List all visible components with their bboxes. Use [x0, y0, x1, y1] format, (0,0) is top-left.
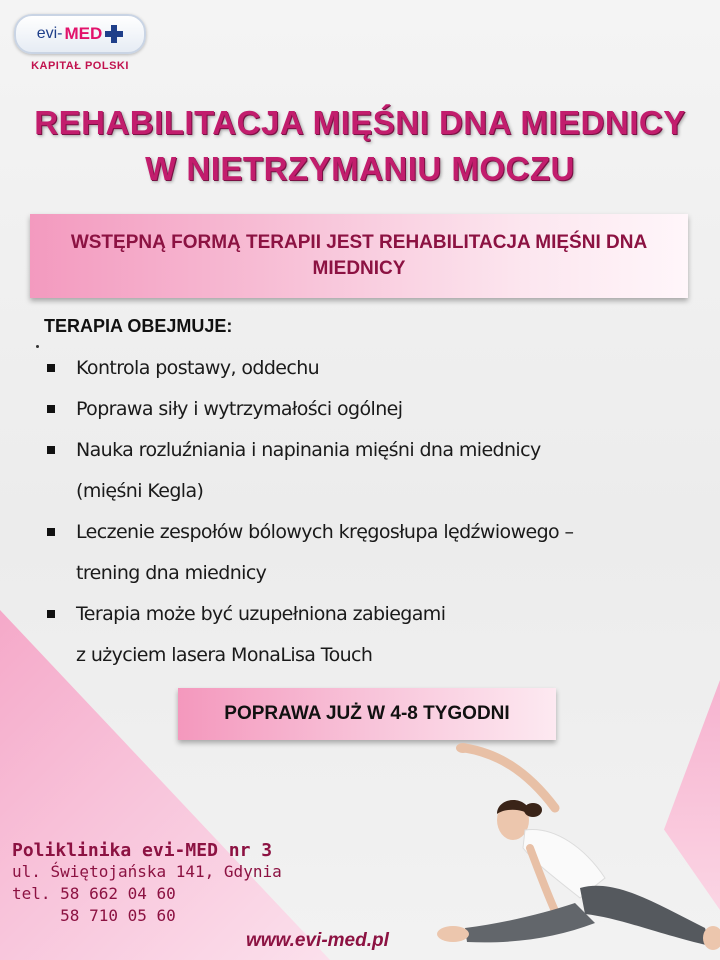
contact-info: [12, 840, 282, 927]
logo-badge: [14, 14, 146, 54]
banner-text: WSTĘPNĄ FORMĄ TERAPII JEST REHABILITACJA MIĘŚNI DNA MIEDNICY: [70, 232, 648, 279]
title-line-1: REHABILITACJA MIĘŚNI DNA MIEDNICY: [34, 104, 686, 141]
stretching-woman-illustration: [405, 738, 720, 960]
list-item: Poprawa siły i wytrzymałości ogólnej: [46, 389, 696, 430]
therapy-intro-banner: [30, 214, 688, 298]
clinic-phone-2: 58 710 05 60: [12, 906, 176, 925]
logo-tagline: KAPITAŁ POLSKI: [31, 60, 129, 72]
website-link[interactable]: www.evi-med.pl: [246, 930, 389, 951]
logo-brand-name: MED: [64, 24, 103, 43]
title-line-2: W NIETRZYMANIU MOCZU: [145, 150, 575, 187]
clinic-phone-1: tel. 58 662 04 60: [12, 884, 176, 903]
clinic-address: ul. Świętojańska 141, Gdynia: [12, 862, 282, 881]
improvement-text: POPRAWA JUŻ W 4-8 TYGODNI: [224, 703, 510, 724]
improvement-callout: [178, 688, 556, 740]
list-item: Kontrola postawy, oddechu: [46, 348, 696, 389]
list-item: Terapia może być uzupełniona zabiegami z użyciem lasera MonaLisa Touch: [46, 594, 696, 676]
therapy-list-heading: TERAPIA OBEJMUJE:: [44, 316, 233, 336]
logo-brand-prefix: evi-: [36, 25, 63, 42]
logo: [14, 14, 146, 72]
page-title: [0, 100, 720, 192]
stray-dot: [36, 345, 39, 348]
therapy-list: [46, 348, 696, 676]
clinic-name: Poliklinika evi-MED nr 3: [12, 840, 273, 861]
list-item: Leczenie zespołów bólowych kręgosłupa lędźwiowego – trening dna miednicy: [46, 512, 696, 594]
medical-cross-icon: [105, 25, 123, 43]
list-item: Nauka rozluźniania i napinania mięśni dna miednicy (mięśni Kegla): [46, 430, 696, 512]
